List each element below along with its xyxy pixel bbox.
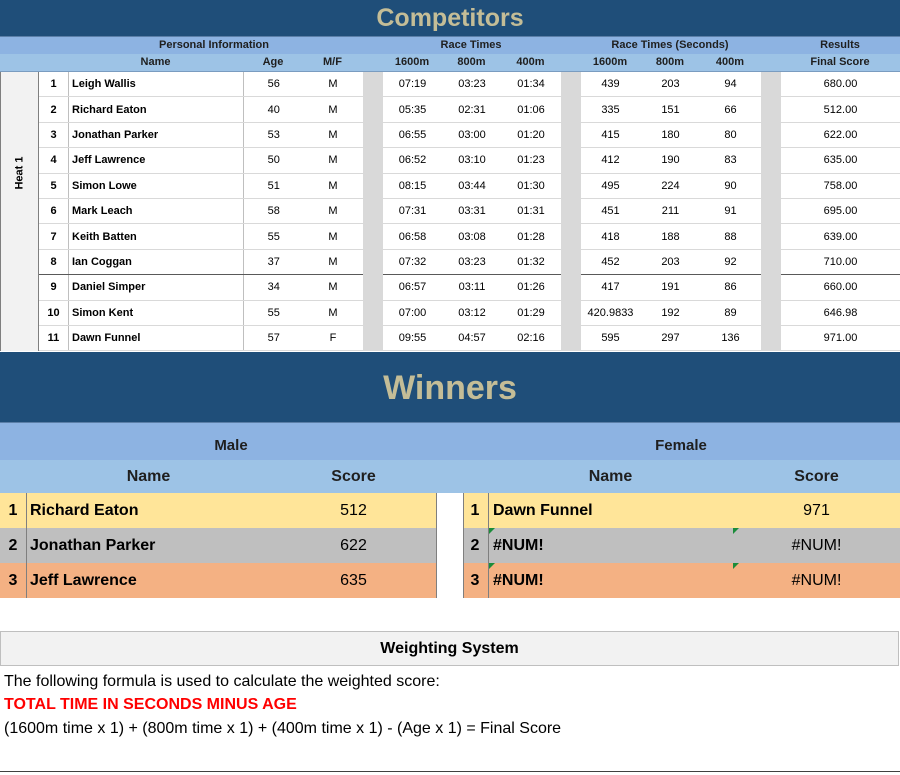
- error-indicator-icon: [733, 563, 739, 569]
- male-winner-score: 622: [340, 537, 367, 554]
- col-800m: 800m: [457, 56, 486, 68]
- col-name: Name: [140, 56, 171, 68]
- cell-name: Richard Eaton: [69, 97, 244, 122]
- bottom-border: [0, 771, 900, 772]
- row-number: 1: [39, 72, 69, 97]
- cell-s800: 203: [641, 249, 701, 274]
- cell-t1600: 07:00: [383, 300, 443, 325]
- cell-name: Simon Lowe: [69, 173, 244, 198]
- male-winner-name: Jeff Lawrence: [30, 572, 137, 589]
- cell-t1600: 08:15: [383, 173, 443, 198]
- cell-s1600: 412: [581, 148, 641, 173]
- female-rank: 3: [470, 572, 480, 589]
- spacer-cell: [761, 198, 781, 223]
- cell-s800: 203: [641, 72, 701, 97]
- spacer-cell: [761, 224, 781, 249]
- cell-age: 58: [244, 198, 304, 223]
- cell-s400: 66: [701, 97, 761, 122]
- cell-s400: 83: [701, 148, 761, 173]
- cell-t800: 03:23: [443, 249, 502, 274]
- cell-t800: 03:11: [443, 275, 502, 300]
- cell-t1600: 06:52: [383, 148, 443, 173]
- cell-age: 51: [244, 173, 304, 198]
- cell-final: 646.98: [781, 300, 900, 325]
- cell-t1600: 06:57: [383, 275, 443, 300]
- table-row: [1, 300, 900, 325]
- column-header-row: [0, 54, 900, 72]
- row-number: 3: [39, 122, 69, 147]
- cell-s1600: 418: [581, 224, 641, 249]
- cell-t400: 01:29: [502, 300, 561, 325]
- cell-name: Dawn Funnel: [69, 325, 244, 350]
- row-number: 10: [39, 300, 69, 325]
- cell-s800: 297: [641, 325, 701, 350]
- cell-final: 639.00: [781, 224, 900, 249]
- table-row: [1, 72, 900, 97]
- female-winner-name: #NUM!: [493, 537, 544, 554]
- cell-t800: 03:31: [443, 198, 502, 223]
- results-header: Results: [820, 39, 860, 51]
- male-header: Male: [214, 437, 248, 454]
- cell-mf: M: [304, 300, 363, 325]
- weighting-formula: (1600m time x 1) + (800m time x 1) + (400m time x 1) - (Age x 1) = Final Score: [4, 720, 562, 737]
- spacer-cell: [561, 198, 581, 223]
- col-1600m: 1600m: [394, 56, 430, 68]
- col-age: Age: [262, 56, 284, 68]
- row-number: 8: [39, 249, 69, 274]
- error-indicator-icon: [489, 528, 495, 534]
- female-winner-score: 971: [803, 502, 830, 519]
- weighting-intro: The following formula is used to calculate the weighted score:: [4, 673, 440, 690]
- cell-s800: 211: [641, 198, 701, 223]
- winners-column-header: [0, 460, 900, 494]
- cell-final: 710.00: [781, 249, 900, 274]
- cell-s1600: 420.9833: [581, 300, 641, 325]
- cell-t1600: 07:19: [383, 72, 443, 97]
- male-rank: 3: [8, 572, 18, 589]
- cell-s800: 191: [641, 275, 701, 300]
- heat-2-cell: [1, 275, 39, 351]
- error-indicator-icon: [733, 528, 739, 534]
- col-400m: 400m: [516, 56, 545, 68]
- cell-final: 758.00: [781, 173, 900, 198]
- spacer-cell: [561, 97, 581, 122]
- winners-gender-header: [0, 422, 900, 461]
- cell-mf: M: [304, 198, 363, 223]
- cell-s800: 224: [641, 173, 701, 198]
- cell-age: 56: [244, 72, 304, 97]
- cell-name: Leigh Wallis: [69, 72, 244, 97]
- cell-final: 622.00: [781, 122, 900, 147]
- cell-name: Mark Leach: [69, 198, 244, 223]
- cell-mf: F: [304, 325, 363, 350]
- cell-name: Simon Kent: [69, 300, 244, 325]
- cell-s1600: 452: [581, 249, 641, 274]
- spacer-cell: [561, 72, 581, 97]
- cell-age: 37: [244, 249, 304, 274]
- spacer-cell: [561, 325, 581, 350]
- spacer-cell: [761, 173, 781, 198]
- winners-title: Winners: [0, 352, 900, 422]
- cell-t400: 01:06: [502, 97, 561, 122]
- female-winner-name: Dawn Funnel: [493, 502, 593, 519]
- row-number: 5: [39, 173, 69, 198]
- cell-mf: M: [304, 97, 363, 122]
- female-winner-name: #NUM!: [493, 572, 544, 589]
- table-row: [1, 148, 900, 173]
- cell-mf: M: [304, 122, 363, 147]
- cell-age: 53: [244, 122, 304, 147]
- row-number: 2: [39, 97, 69, 122]
- cell-mf: M: [304, 148, 363, 173]
- spacer-cell: [363, 249, 383, 274]
- cell-s800: 190: [641, 148, 701, 173]
- cell-t800: 03:08: [443, 224, 502, 249]
- spacer-cell: [761, 249, 781, 274]
- spacer-cell: [561, 224, 581, 249]
- cell-t400: 01:28: [502, 224, 561, 249]
- cell-s800: 151: [641, 97, 701, 122]
- race-times-seconds-header: Race Times (Seconds): [611, 39, 729, 51]
- cell-t1600: 06:58: [383, 224, 443, 249]
- weighting-highlight: TOTAL TIME IN SECONDS MINUS AGE: [4, 696, 297, 713]
- table-row: [1, 198, 900, 223]
- cell-final: 695.00: [781, 198, 900, 223]
- cell-s400: 80: [701, 122, 761, 147]
- spacer-cell: [761, 325, 781, 350]
- spacer-cell: [363, 173, 383, 198]
- error-indicator-icon: [489, 563, 495, 569]
- cell-t400: 01:32: [502, 249, 561, 274]
- cell-t800: 02:31: [443, 97, 502, 122]
- cell-name: Jeff Lawrence: [69, 148, 244, 173]
- cell-t400: 01:30: [502, 173, 561, 198]
- spacer-cell: [761, 148, 781, 173]
- cell-s800: 192: [641, 300, 701, 325]
- row-number: 6: [39, 198, 69, 223]
- heat-label-cell: [1, 72, 39, 275]
- col-mf: M/F: [323, 56, 342, 68]
- cell-t400: 01:20: [502, 122, 561, 147]
- cell-s1600: 495: [581, 173, 641, 198]
- cell-age: 40: [244, 97, 304, 122]
- male-winner-name: Jonathan Parker: [30, 537, 156, 554]
- female-winner-score: #NUM!: [791, 537, 842, 554]
- male-score-header: Score: [331, 468, 376, 485]
- cell-final: 971.00: [781, 325, 900, 350]
- col-800m-sec: 800m: [655, 56, 685, 68]
- row-number: 9: [39, 275, 69, 300]
- cell-mf: M: [304, 72, 363, 97]
- spacer-cell: [561, 300, 581, 325]
- cell-s400: 88: [701, 224, 761, 249]
- cell-s400: 91: [701, 198, 761, 223]
- female-rank: 2: [470, 537, 480, 554]
- table-row: [1, 173, 900, 198]
- cell-divider: [488, 493, 489, 528]
- cell-age: 34: [244, 275, 304, 300]
- cell-t800: 03:23: [443, 72, 502, 97]
- cell-t1600: 07:31: [383, 198, 443, 223]
- spacer-cell: [561, 275, 581, 300]
- male-rank: 1: [8, 502, 18, 519]
- spacer-cell: [363, 325, 383, 350]
- competitors-table: [0, 72, 900, 351]
- table-row: [1, 249, 900, 274]
- male-winner-name: Richard Eaton: [30, 502, 139, 519]
- col-1600m-sec: 1600m: [592, 56, 628, 68]
- cell-divider: [26, 563, 27, 598]
- cell-age: 57: [244, 325, 304, 350]
- spacer-cell: [561, 249, 581, 274]
- spacer-cell: [561, 122, 581, 147]
- table-row: [1, 275, 900, 300]
- cell-s400: 94: [701, 72, 761, 97]
- cell-age: 55: [244, 300, 304, 325]
- spacer-cell: [363, 275, 383, 300]
- col-400m-sec: 400m: [715, 56, 745, 68]
- cell-s800: 180: [641, 122, 701, 147]
- cell-s1600: 439: [581, 72, 641, 97]
- col-final-score: Final Score: [810, 56, 870, 68]
- cell-t1600: 05:35: [383, 97, 443, 122]
- cell-s1600: 595: [581, 325, 641, 350]
- race-times-header: Race Times: [440, 39, 502, 51]
- cell-t400: 01:23: [502, 148, 561, 173]
- table-row: [1, 325, 900, 350]
- spacer-cell: [761, 72, 781, 97]
- female-winner-score: #NUM!: [791, 572, 842, 589]
- weighting-title: Weighting System: [0, 631, 899, 666]
- spacer-cell: [561, 148, 581, 173]
- spacer-cell: [363, 122, 383, 147]
- cell-s400: 92: [701, 249, 761, 274]
- cell-t400: 01:34: [502, 72, 561, 97]
- cell-t800: 03:44: [443, 173, 502, 198]
- spacer-cell: [363, 300, 383, 325]
- cell-final: 635.00: [781, 148, 900, 173]
- cell-t1600: 09:55: [383, 325, 443, 350]
- cell-name: Keith Batten: [69, 224, 244, 249]
- spacer-cell: [363, 148, 383, 173]
- cell-mf: M: [304, 173, 363, 198]
- cell-t800: 03:10: [443, 148, 502, 173]
- cell-t800: 03:00: [443, 122, 502, 147]
- cell-mf: M: [304, 275, 363, 300]
- row-number: 7: [39, 224, 69, 249]
- cell-s400: 136: [701, 325, 761, 350]
- cell-mf: M: [304, 249, 363, 274]
- spacer-cell: [761, 275, 781, 300]
- cell-age: 55: [244, 224, 304, 249]
- cell-divider: [26, 493, 27, 528]
- cell-name: Daniel Simper: [69, 275, 244, 300]
- personal-info-header: Personal Information: [158, 39, 270, 51]
- cell-mf: M: [304, 224, 363, 249]
- male-rank: 2: [8, 537, 18, 554]
- spacer-cell: [363, 198, 383, 223]
- row-number: 11: [39, 325, 69, 350]
- cell-age: 50: [244, 148, 304, 173]
- table-row: [1, 97, 900, 122]
- cell-t400: 01:31: [502, 198, 561, 223]
- cell-s400: 89: [701, 300, 761, 325]
- cell-name: Ian Coggan: [69, 249, 244, 274]
- cell-t1600: 06:55: [383, 122, 443, 147]
- table-row: [1, 122, 900, 147]
- table-row: [1, 224, 900, 249]
- spacer-cell: [561, 173, 581, 198]
- spacer-cell: [761, 97, 781, 122]
- female-name-header: Name: [588, 468, 633, 485]
- group-header-row: [0, 36, 900, 54]
- cell-s1600: 417: [581, 275, 641, 300]
- cell-final: 680.00: [781, 72, 900, 97]
- spacer-cell: [363, 224, 383, 249]
- cell-t800: 04:57: [443, 325, 502, 350]
- cell-s1600: 415: [581, 122, 641, 147]
- cell-t400: 02:16: [502, 325, 561, 350]
- cell-final: 660.00: [781, 275, 900, 300]
- female-rank: 1: [470, 502, 480, 519]
- male-name-header: Name: [126, 468, 171, 485]
- cell-t400: 01:26: [502, 275, 561, 300]
- cell-divider: [26, 528, 27, 563]
- heat-label: Heat 1: [13, 156, 26, 190]
- cell-s800: 188: [641, 224, 701, 249]
- cell-final: 512.00: [781, 97, 900, 122]
- cell-s400: 86: [701, 275, 761, 300]
- cell-t800: 03:12: [443, 300, 502, 325]
- cell-name: Jonathan Parker: [69, 122, 244, 147]
- spacer-cell: [363, 72, 383, 97]
- female-score-header: Score: [794, 468, 839, 485]
- cell-s1600: 451: [581, 198, 641, 223]
- cell-s1600: 335: [581, 97, 641, 122]
- spacer-cell: [363, 97, 383, 122]
- winners-separator: [436, 493, 464, 598]
- row-number: 4: [39, 148, 69, 173]
- female-header: Female: [655, 437, 707, 454]
- spacer-cell: [761, 122, 781, 147]
- spacer-cell: [761, 300, 781, 325]
- competitors-title: Competitors: [0, 0, 900, 36]
- male-winner-score: 635: [340, 572, 367, 589]
- cell-t1600: 07:32: [383, 249, 443, 274]
- male-winner-score: 512: [340, 502, 367, 519]
- cell-s400: 90: [701, 173, 761, 198]
